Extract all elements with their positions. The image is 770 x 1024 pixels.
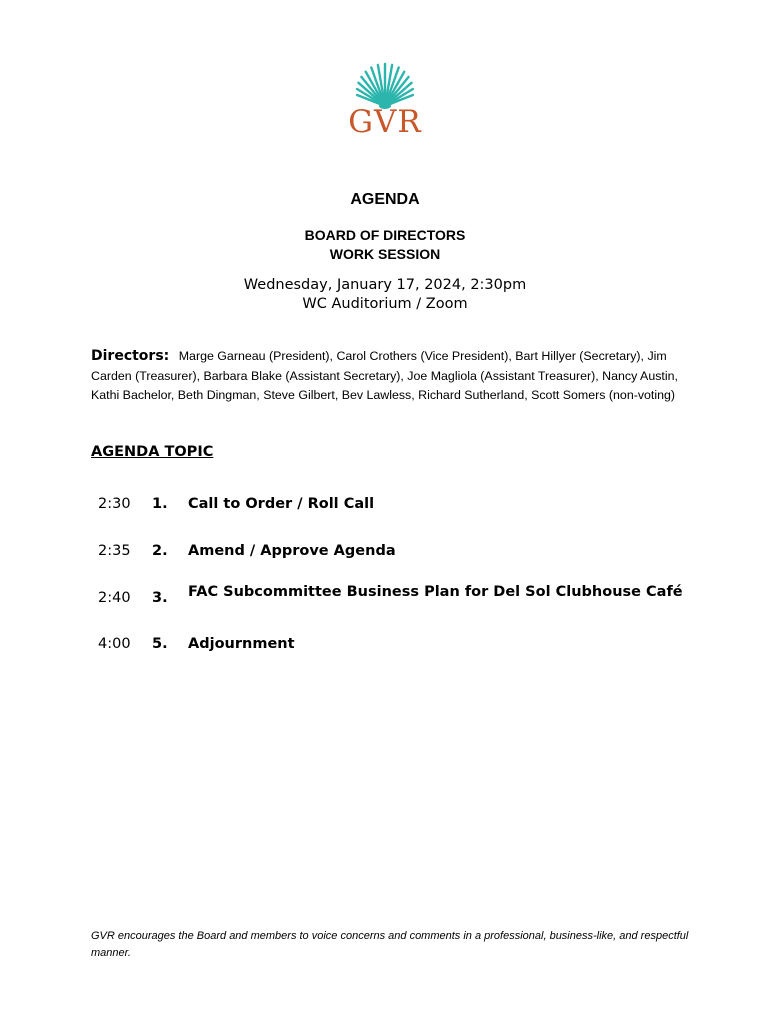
item-topic: Adjournment	[188, 636, 295, 652]
item-time: 2:35	[98, 543, 131, 559]
session-title: WORK SESSION	[329, 246, 441, 262]
page-title: AGENDA	[350, 191, 420, 208]
item-topic: FAC Subcommittee Business Plan for Del Sol Clubhouse Café	[188, 584, 683, 600]
gvr-logo	[330, 60, 440, 150]
item-number: 2.	[152, 543, 168, 559]
item-number: 1.	[152, 496, 168, 512]
agenda-topic-heading: AGENDA TOPIC	[91, 444, 214, 460]
item-number: 5.	[152, 636, 168, 652]
meeting-date: Wednesday, January 17, 2024, 2:30pm	[243, 277, 527, 293]
directors-block	[91, 347, 691, 406]
meeting-location: WC Auditorium / Zoom	[302, 296, 468, 312]
item-time: 4:00	[98, 636, 131, 652]
agave-sunburst-icon	[330, 60, 440, 110]
directors-names: Marge Garneau (President), Carol Crothers (Vice President), Bart Hillyer (Secretary), Jim Carden (Treasurer), Barbara Blake (Assistant Secretary), Joe Magliola (Assistant Treasurer), Nancy Austin, Kathi Bachelor, Beth Dingman, Steve Gilbert, Bev Lawless, Richard Sutherland, Scott Somers (non-voting)	[91, 349, 678, 402]
logo-text: GVR	[348, 104, 422, 140]
item-topic: Call to Order / Roll Call	[188, 496, 375, 512]
item-number: 3.	[152, 590, 168, 606]
footer-note: GVR encourages the Board and members to voice concerns and comments in a professional, business-like, and respectful manner.	[91, 930, 689, 959]
board-title: BOARD OF DIRECTORS	[304, 227, 466, 243]
item-time: 2:30	[98, 496, 131, 512]
directors-label: Directors:	[91, 348, 170, 364]
item-time: 2:40	[98, 590, 131, 606]
item-topic: Amend / Approve Agenda	[188, 543, 396, 559]
